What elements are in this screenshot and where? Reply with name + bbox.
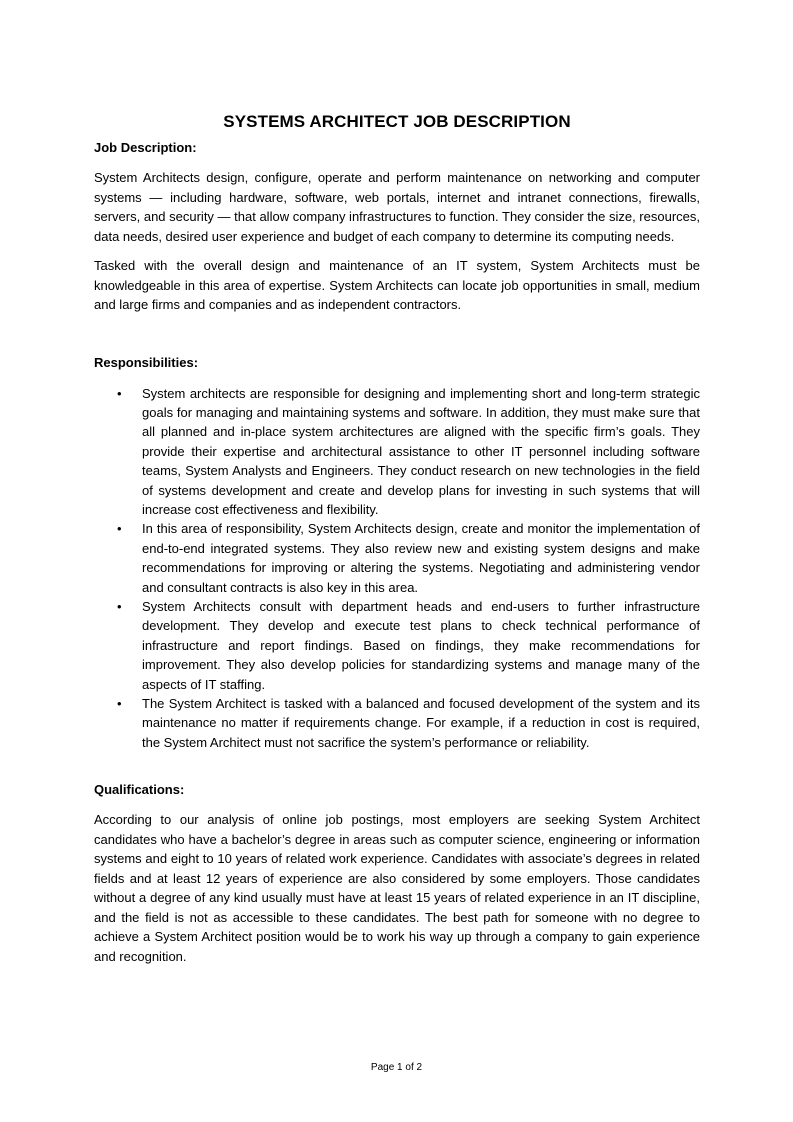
document-title: SYSTEMS ARCHITECT JOB DESCRIPTION [223,112,571,131]
responsibility-text: System architects are responsible for designing and implementing short and long-term strategic goals for managing and maintaining systems and software. In addition, they must make sure that all planned and in-place system architectures are aligned with the specific firm’s goals. They provide their expertise and architectural assistance to other IT personnel including software teams, System Analysts and Engineers. They conduct research on new technologies in the field of systems development and create and develop plans for investing in such systems that will increase cost effectiveness and flexibility. [142,385,700,517]
bullet-icon: • [117,696,122,711]
document-page [94,112,700,966]
responsibility-item [94,597,700,694]
responsibilities-heading: Responsibilities: [94,354,199,370]
responsibility-item [94,384,700,520]
qualifications-heading: Qualifications: [94,782,185,798]
responsibility-text: In this area of responsibility, System Architects design, create and monitor the implementation of end-to-end integrated systems. They also review new and existing system designs and make recommendations for improving or altering the systems. Negotiating and administering vendor and consultant contracts is also key in this area. [142,521,700,595]
job-description-paragraph-2: Tasked with the overall design and maintenance of an IT system, System Architects must be knowledgeable in this area of expertise. System Architects can locate job opportunities in small, medium and large firms and companies and as independent contractors. [94,258,700,312]
page-number-footer: Page 1 of 2 [370,1062,423,1073]
job-description-paragraph-1: System Architects design, configure, operate and perform maintenance on networking and computer systems — including hardware, software, web portals, internet and intranet connections, firewalls, servers, and security — that allow company infrastructures to function. They consider the size, resources, data needs, desired user experience and budget of each company to determine its computing needs. [94,170,700,244]
bullet-icon: • [117,598,122,614]
bullet-icon: • [117,521,122,537]
bullet-icon: • [117,385,122,401]
qualifications-paragraph: According to our analysis of online job postings, most employers are seeking System Architect candidates who have a bachelor’s degree in areas such as computer science, engineering or information systems and eight to 10 years of related work experience. Candidates with associate’s degrees in related fields and at least 12 years of experience are also considered by some employers. Those candidates without a degree of any kind usually must have at least 15 years of related experience in an IT discipline, and the field is not as accessible to these candidates. The best path for someone with no degree to achieve a System Architect position would be to work his way up through a company to gain experience and recognition. [94,812,700,964]
responsibility-text: System Architects consult with department heads and end-users to further infrastructure development. They develop and execute test plans to check technical performance of infrastructure and report findings. Based on findings, they make recommendations for improvement. They also develop policies for standardizing systems and manage many of the aspects of IT staffing. [142,598,700,692]
responsibility-item [94,519,700,597]
responsibility-text: The System Architect is tasked with a balanced and focused development of the system and its maintenance no matter if requirements change. For example, if a reduction in cost is required, the System Architect must not sacrifice the system’s performance or reliability. [142,696,700,750]
responsibility-item [94,694,700,752]
responsibilities-list [94,384,700,753]
job-description-heading: Job Description: [94,140,197,155]
